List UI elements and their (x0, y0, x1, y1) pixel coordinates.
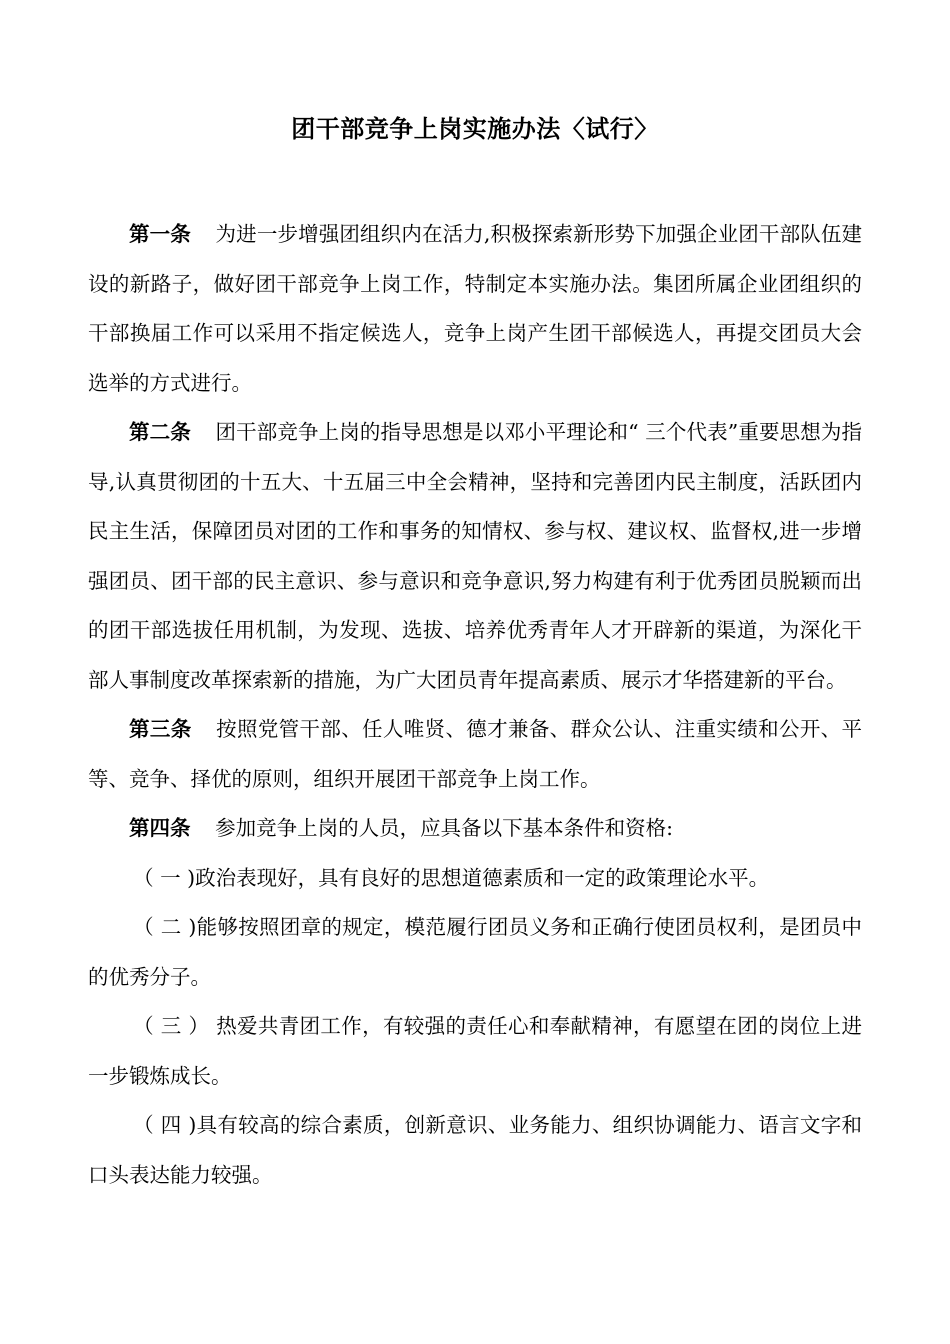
article-text: 按照党管干部、任人唯贤、德才兼备、群众公认、注重实绩和公开、平等、竞争、择优的原则，组织开展团干部竞争上岗工作。 (88, 717, 863, 791)
article-label: 第三条 (129, 717, 192, 741)
article-text: 为进一步增强团组织内在活力,积极探索新形势下加强企业团干部队伍建设的新路子，做好团干部竞争上岗工作，特制定本实施办法。集团所属企业团组织的干部换届工作可以采用不指定候选人，竞争上岗产生团干部候选人，再提交团员大会选举的方式进行。 (88, 222, 863, 395)
condition-item: （ 四 )具有较高的综合素质，创新意识、业务能力、组织协调能力、语言文字和口头表达能力较强。 (88, 1113, 862, 1187)
article-2 (88, 408, 862, 705)
condition-item: （ 一 )政治表现好，具有良好的思想道德素质和一定的政策理论水平。 (133, 865, 770, 890)
article-3 (88, 705, 862, 804)
condition-item: （ 二 )能够按照团章的规定，模范履行团员义务和正确行使团员权利，是团员中的优秀分子。 (88, 915, 862, 989)
article-4 (88, 804, 862, 854)
article-label: 第四条 (129, 816, 191, 840)
article-label: 第二条 (129, 420, 191, 444)
article-1 (88, 210, 862, 408)
condition-item: （ 三 ） 热爱共青团工作，有较强的责任心和奉献精神，有愿望在团的岗位上进一步锻炼成长。 (88, 1014, 862, 1088)
article-label: 第一条 (129, 222, 191, 246)
article-text: 参加竞争上岗的人员，应具备以下基本条件和资格: (215, 816, 673, 840)
document-body (88, 210, 862, 1200)
article-text: 团干部竞争上岗的指导思想是以邓小平理论和“ 三个代表”重要思想为指导,认真贯彻团的十五大、十五届三中全会精神，坚持和完善团内民主制度，活跃团内民主生活，保障团员对团的工作和事务的知情权、参与权、建议权、监督权,进一步增强团员、团干部的民主意识、参与意识和竞争意识,努力构建有利于优秀团员脱颖而出的团干部选拔任用机制，为发现、选拔、培养优秀青年人才开辟新的渠道，为深化干部人事制度改革探索新的措施，为广大团员青年提高素质、展示才华搭建新的平台。 (88, 420, 862, 692)
document-title: 团干部竞争上岗实施办法〈试行〉 (291, 115, 659, 143)
